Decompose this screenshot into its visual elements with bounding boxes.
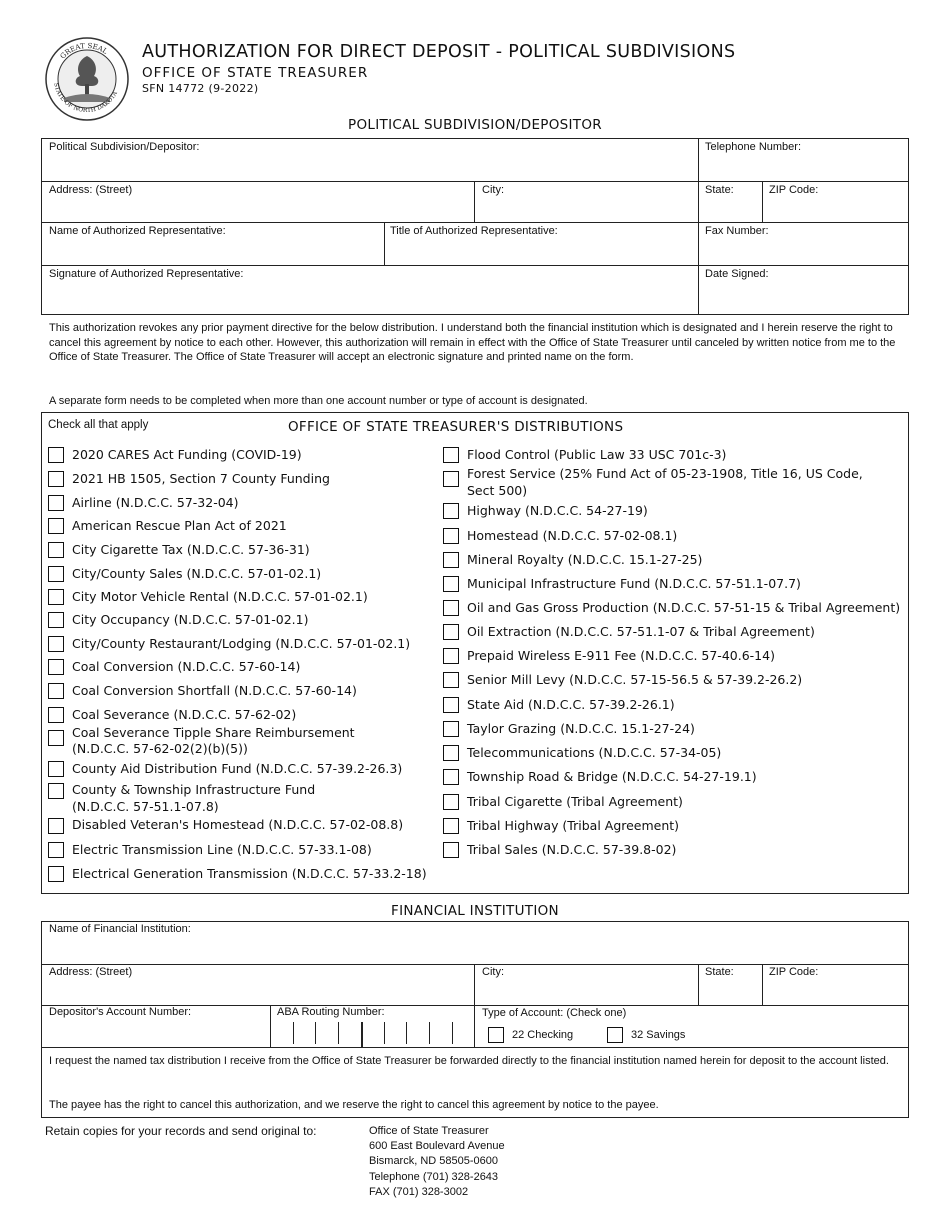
fi-name-field[interactable] bbox=[42, 922, 908, 964]
checkbox-oil-gas-gross-production[interactable] bbox=[443, 600, 459, 616]
checkbox-hb-1505[interactable] bbox=[48, 471, 64, 487]
separate-form-note: A separate form needs to be completed when more than one account number or type of account is designated. bbox=[49, 395, 588, 407]
authorization-text: This authorization revokes any prior payment directive for the below distribution. I understand both the financial institution which is designated and I herein reserve the right to cancel this agreement by notice to each other. However, this authorization will remain in effect with the Office of State Treasurer until canceled by written notice from me to the Office of State Treasurer. The Office of State Treasurer will accept an electronic signature and printed name on the form. bbox=[49, 322, 896, 363]
label-county-township-infrastructure: County & Township Infrastructure Fund bbox=[72, 782, 316, 797]
checkbox-taylor-grazing[interactable] bbox=[443, 721, 459, 737]
fi-address-label: Address: (Street) bbox=[49, 966, 133, 978]
address-label: Address: (Street) bbox=[49, 184, 133, 196]
zip-field[interactable] bbox=[763, 182, 908, 222]
date-signed-label: Date Signed: bbox=[705, 268, 769, 280]
label-coal-severance-tipple: Coal Severance Tipple Share Reimbursement bbox=[72, 725, 355, 740]
telephone-field[interactable] bbox=[699, 139, 908, 181]
label-city-motor-vehicle-rental: City Motor Vehicle Rental (N.D.C.C. 57-01-02.1) bbox=[72, 589, 368, 604]
fi-state-label: State: bbox=[705, 966, 734, 978]
checkbox-coal-conversion[interactable] bbox=[48, 659, 64, 675]
checkbox-cares-act[interactable] bbox=[48, 447, 64, 463]
savings-label: 32 Savings bbox=[631, 1029, 686, 1041]
checkbox-coal-severance[interactable] bbox=[48, 707, 64, 723]
checkbox-electrical-generation-transmission[interactable] bbox=[48, 866, 64, 882]
label-forest-service: Forest Service (25% Fund Act of 05-23-1908, Title 16, US Code, bbox=[467, 466, 863, 481]
checkbox-checking[interactable] bbox=[488, 1027, 504, 1043]
office-name: OFFICE OF STATE TREASURER bbox=[142, 65, 369, 81]
label-prepaid-wireless: Prepaid Wireless E-911 Fee (N.D.C.C. 57-40.6-14) bbox=[467, 648, 775, 663]
checkbox-flood-control[interactable] bbox=[443, 447, 459, 463]
rep-title-label: Title of Authorized Representative: bbox=[390, 225, 558, 237]
retain-instructions: Retain copies for your records and send original to: bbox=[45, 1124, 317, 1138]
checkbox-prepaid-wireless[interactable] bbox=[443, 648, 459, 664]
checkbox-savings[interactable] bbox=[607, 1027, 623, 1043]
checkbox-electric-transmission-line[interactable] bbox=[48, 842, 64, 858]
label-electric-transmission-line: Electric Transmission Line (N.D.C.C. 57-33.1-08) bbox=[72, 842, 372, 857]
city-label: City: bbox=[482, 184, 504, 196]
label-coal-conversion: Coal Conversion (N.D.C.C. 57-60-14) bbox=[72, 659, 301, 674]
checkbox-forest-service[interactable] bbox=[443, 471, 459, 487]
fax-field[interactable] bbox=[699, 223, 908, 265]
label-tribal-cigarette: Tribal Cigarette (Tribal Agreement) bbox=[467, 794, 683, 809]
label-coal-severance: Coal Severance (N.D.C.C. 57-62-02) bbox=[72, 707, 297, 722]
checkbox-restaurant-lodging[interactable] bbox=[48, 636, 64, 652]
label-county-township-infrastructure-statute: (N.D.C.C. 57-51.1-07.8) bbox=[72, 799, 219, 814]
label-oil-gas-gross-production: Oil and Gas Gross Production (N.D.C.C. 57-51-15 & Tribal Agreement) bbox=[467, 600, 901, 615]
checkbox-airline[interactable] bbox=[48, 495, 64, 511]
account-number-label: Depositor's Account Number: bbox=[49, 1006, 192, 1018]
checkbox-american-rescue-plan[interactable] bbox=[48, 518, 64, 534]
address-line: FAX (701) 328-3002 bbox=[369, 1186, 469, 1198]
checkbox-township-road-bridge[interactable] bbox=[443, 769, 459, 785]
checkbox-mineral-royalty[interactable] bbox=[443, 552, 459, 568]
label-homestead: Homestead (N.D.C.C. 57-02-08.1) bbox=[467, 528, 678, 543]
label-electrical-generation-transmission: Electrical Generation Transmission (N.D.C.C. 57-33.2-18) bbox=[72, 866, 427, 881]
checkbox-city-county-sales[interactable] bbox=[48, 566, 64, 582]
label-tribal-highway: Tribal Highway (Tribal Agreement) bbox=[467, 818, 680, 833]
label-coal-conversion-shortfall: Coal Conversion Shortfall (N.D.C.C. 57-60-14) bbox=[72, 683, 357, 698]
signature-field[interactable] bbox=[42, 266, 697, 314]
account-number-field[interactable] bbox=[42, 1006, 269, 1047]
telephone-label: Telephone Number: bbox=[705, 141, 802, 153]
address-field[interactable] bbox=[42, 182, 473, 222]
label-city-cigarette-tax: City Cigarette Tax (N.D.C.C. 57-36-31) bbox=[72, 542, 310, 557]
label-county-aid-distribution: County Aid Distribution Fund (N.D.C.C. 57-39.2-26.3) bbox=[72, 761, 403, 776]
section-title-financial: FINANCIAL INSTITUTION bbox=[391, 903, 559, 919]
checkbox-city-motor-vehicle-rental[interactable] bbox=[48, 589, 64, 605]
checkbox-county-aid-distribution[interactable] bbox=[48, 761, 64, 777]
label-municipal-infrastructure: Municipal Infrastructure Fund (N.D.C.C. 57-51.1-07.7) bbox=[467, 576, 801, 591]
checkbox-state-aid[interactable] bbox=[443, 697, 459, 713]
zip-label: ZIP Code: bbox=[769, 184, 819, 196]
fi-state-field[interactable] bbox=[699, 965, 761, 1005]
rep-name-field[interactable] bbox=[42, 223, 383, 265]
address-line: 600 East Boulevard Avenue bbox=[369, 1140, 505, 1152]
fi-zip-field[interactable] bbox=[763, 965, 908, 1005]
form-number: SFN 14772 (9-2022) bbox=[142, 82, 259, 95]
fi-name-label: Name of Financial Institution: bbox=[49, 923, 191, 935]
state-seal-logo bbox=[44, 36, 130, 122]
label-taylor-grazing: Taylor Grazing (N.D.C.C. 15.1-27-24) bbox=[467, 721, 695, 736]
checking-label: 22 Checking bbox=[512, 1029, 574, 1041]
fi-city-field[interactable] bbox=[475, 965, 697, 1005]
distributions-title: OFFICE OF STATE TREASURER'S DISTRIBUTIONS bbox=[288, 419, 624, 435]
request-text: I request the named tax distribution I receive from the Office of State Treasurer be forwarded directly to the financial institution named herein for deposit to the account listed. bbox=[49, 1055, 889, 1067]
checkbox-tribal-sales[interactable] bbox=[443, 842, 459, 858]
label-township-road-bridge: Township Road & Bridge (N.D.C.C. 54-27-19.1) bbox=[467, 769, 757, 784]
label-tribal-sales: Tribal Sales (N.D.C.C. 57-39.8-02) bbox=[467, 842, 677, 857]
checkbox-telecommunications[interactable] bbox=[443, 745, 459, 761]
label-oil-extraction: Oil Extraction (N.D.C.C. 57-51.1-07 & Tribal Agreement) bbox=[467, 624, 815, 639]
label-highway: Highway (N.D.C.C. 54-27-19) bbox=[467, 503, 648, 518]
checkbox-senior-mill-levy[interactable] bbox=[443, 672, 459, 688]
label-senior-mill-levy: Senior Mill Levy (N.D.C.C. 57-15-56.5 & 57-39.2-26.2) bbox=[467, 672, 803, 687]
label-flood-control: Flood Control (Public Law 33 USC 701c-3) bbox=[467, 447, 727, 462]
svg-text:GREAT SEAL: GREAT SEAL bbox=[58, 41, 109, 61]
checkbox-coal-conversion-shortfall[interactable] bbox=[48, 683, 64, 699]
fax-label: Fax Number: bbox=[705, 225, 769, 237]
label-state-aid: State Aid (N.D.C.C. 57-39.2-26.1) bbox=[467, 697, 675, 712]
date-signed-field[interactable] bbox=[699, 266, 908, 314]
label-mineral-royalty: Mineral Royalty (N.D.C.C. 15.1-27-25) bbox=[467, 552, 703, 567]
label-restaurant-lodging: City/County Restaurant/Lodging (N.D.C.C. 57-01-02.1) bbox=[72, 636, 411, 651]
state-field[interactable] bbox=[699, 182, 761, 222]
fi-city-label: City: bbox=[482, 966, 504, 978]
city-field[interactable] bbox=[475, 182, 697, 222]
checkbox-tribal-highway[interactable] bbox=[443, 818, 459, 834]
address-line: Telephone (701) 328-2643 bbox=[369, 1171, 499, 1183]
label-city-county-sales: City/County Sales (N.D.C.C. 57-01-02.1) bbox=[72, 566, 322, 581]
section-title-depositor: POLITICAL SUBDIVISION/DEPOSITOR bbox=[348, 117, 602, 133]
subdivision-field[interactable] bbox=[42, 139, 697, 181]
rep-name-label: Name of Authorized Representative: bbox=[49, 225, 226, 237]
label-airline: Airline (N.D.C.C. 57-32-04) bbox=[72, 495, 239, 510]
checkbox-oil-extraction[interactable] bbox=[443, 624, 459, 640]
state-label: State: bbox=[705, 184, 734, 196]
address-line: Office of State Treasurer bbox=[369, 1125, 489, 1137]
payee-text: The payee has the right to cancel this authorization, and we reserve the right to cancel this agreement by notice to the payee. bbox=[49, 1099, 659, 1111]
checkbox-county-township-infrastructure[interactable] bbox=[48, 783, 64, 799]
subdivision-label: Political Subdivision/Depositor: bbox=[49, 141, 200, 153]
fi-zip-label: ZIP Code: bbox=[769, 966, 819, 978]
label-forest-service-sect: Sect 500) bbox=[467, 483, 528, 498]
checkbox-disabled-veteran-homestead[interactable] bbox=[48, 818, 64, 834]
aba-routing-label: ABA Routing Number: bbox=[277, 1006, 385, 1018]
checkbox-city-occupancy[interactable] bbox=[48, 612, 64, 628]
signature-label: Signature of Authorized Representative: bbox=[49, 268, 244, 280]
label-hb-1505: 2021 HB 1505, Section 7 County Funding bbox=[72, 471, 330, 486]
label-american-rescue-plan: American Rescue Plan Act of 2021 bbox=[72, 518, 287, 533]
label-coal-severance-tipple-statute: (N.D.C.C. 57-62-02(2)(b)(5)) bbox=[72, 741, 248, 756]
checkbox-highway[interactable] bbox=[443, 503, 459, 519]
checkbox-municipal-infrastructure[interactable] bbox=[443, 576, 459, 592]
label-telecommunications: Telecommunications (N.D.C.C. 57-34-05) bbox=[467, 745, 722, 760]
form-title: AUTHORIZATION FOR DIRECT DEPOSIT - POLITICAL SUBDIVISIONS bbox=[142, 42, 736, 62]
label-disabled-veteran-homestead: Disabled Veteran's Homestead (N.D.C.C. 57-02-08.8) bbox=[72, 817, 404, 832]
address-line: Bismarck, ND 58505-0600 bbox=[369, 1155, 499, 1167]
aba-routing-field[interactable] bbox=[271, 1006, 473, 1047]
rep-title-field[interactable] bbox=[385, 223, 697, 265]
checkbox-homestead[interactable] bbox=[443, 528, 459, 544]
account-type-label: Type of Account: (Check one) bbox=[482, 1007, 627, 1019]
checkbox-city-cigarette-tax[interactable] bbox=[48, 542, 64, 558]
check-all-label: Check all that apply bbox=[48, 419, 149, 431]
checkbox-coal-severance-tipple[interactable] bbox=[48, 730, 64, 746]
svg-text:STATE OF NORTH DAKOTA: STATE OF NORTH DAKOTA bbox=[52, 82, 119, 115]
checkbox-tribal-cigarette[interactable] bbox=[443, 794, 459, 810]
label-cares-act: 2020 CARES Act Funding (COVID-19) bbox=[72, 447, 302, 462]
label-city-occupancy: City Occupancy (N.D.C.C. 57-01-02.1) bbox=[72, 612, 309, 627]
fi-address-field[interactable] bbox=[42, 965, 473, 1005]
